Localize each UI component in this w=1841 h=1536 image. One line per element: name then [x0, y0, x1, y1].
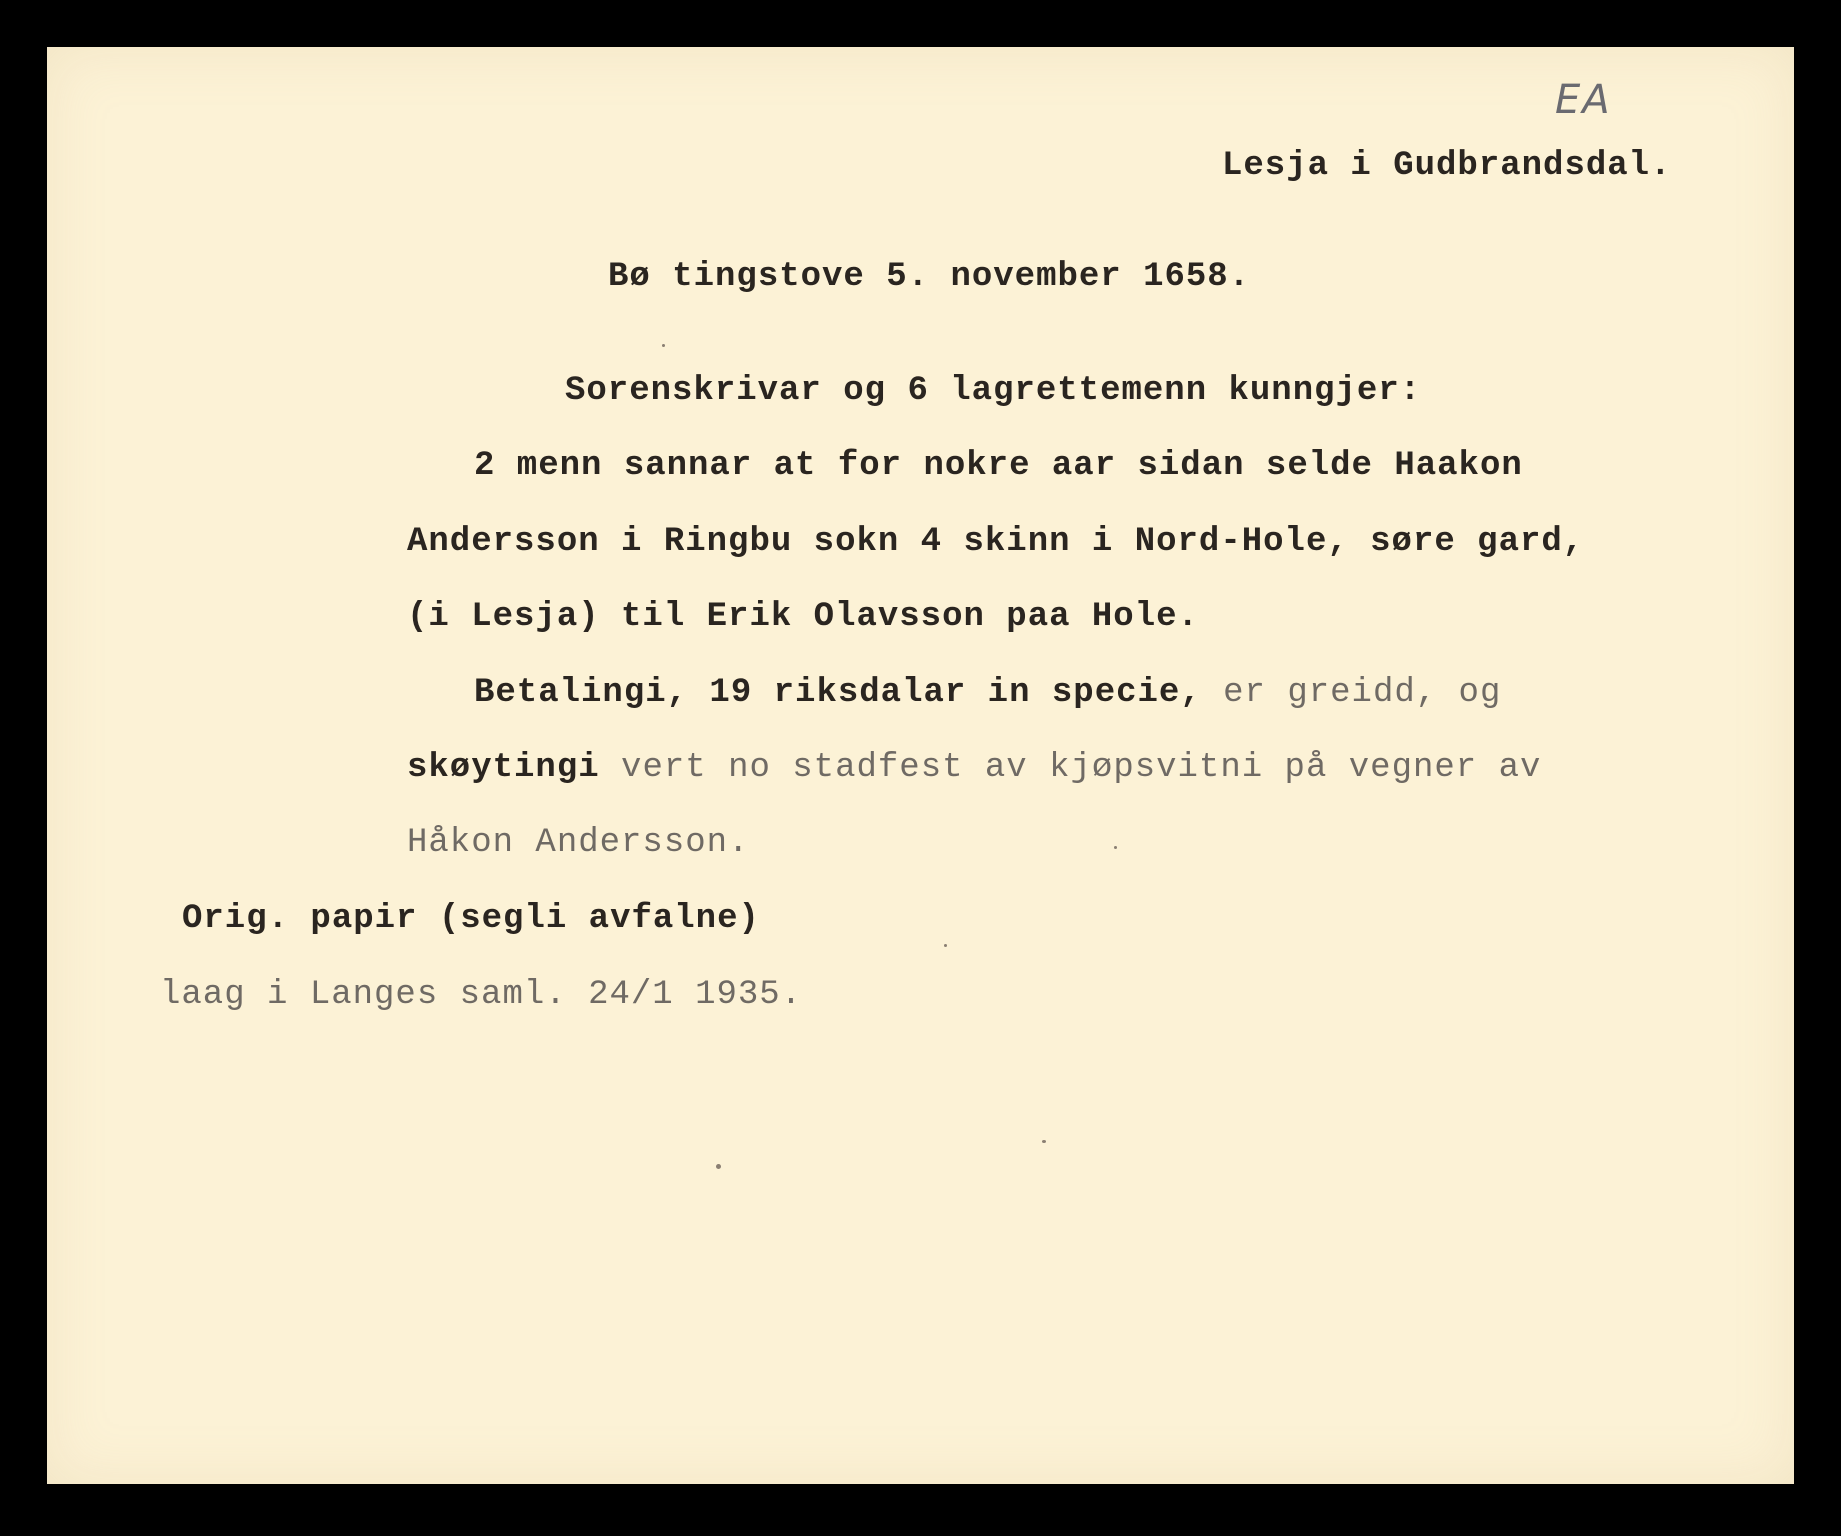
body-line-3: (i Lesja) til Erik Olavsson paa Hole.	[407, 598, 1199, 636]
body-line-4-faded: er greidd, og	[1223, 674, 1502, 712]
paper-speck	[662, 344, 665, 347]
body-line-5	[407, 748, 1541, 788]
body-line-6	[407, 823, 749, 863]
paper-speck	[1042, 1140, 1046, 1143]
handwritten-annotation: EA	[1555, 77, 1612, 123]
body-line-1: 2 menn sannar at for nokre aar sidan selde Haakon	[474, 447, 1523, 485]
source-line-1: Orig. papir (segli avfalne)	[182, 900, 760, 938]
date-line: Bø tingstove 5. november 1658.	[608, 258, 1251, 296]
body-line-5-dark: skøytingi	[407, 749, 600, 787]
source-line-2: laag i Langes saml. 24/1 1935.	[160, 976, 803, 1014]
body-line-6-faded: Håkon Andersson.	[407, 824, 750, 862]
body-line-2: Andersson i Ringbu sokn 4 skinn i Nord-Hole, søre gard,	[407, 523, 1585, 561]
paper-speck	[716, 1164, 721, 1169]
paper-speck	[1114, 846, 1117, 849]
paper-speck	[944, 944, 947, 947]
place-heading: Lesja i Gudbrandsdal.	[1222, 147, 1672, 185]
body-line-5-faded: vert no stadfest av kjøpsvitni på vegner av	[621, 749, 1542, 787]
body-line-4-dark: Betalingi, 19 riksdalar in specie,	[474, 674, 1202, 712]
body-line-4	[474, 673, 1501, 713]
intro-line: Sorenskrivar og 6 lagrettemenn kunngjer:	[565, 372, 1422, 410]
